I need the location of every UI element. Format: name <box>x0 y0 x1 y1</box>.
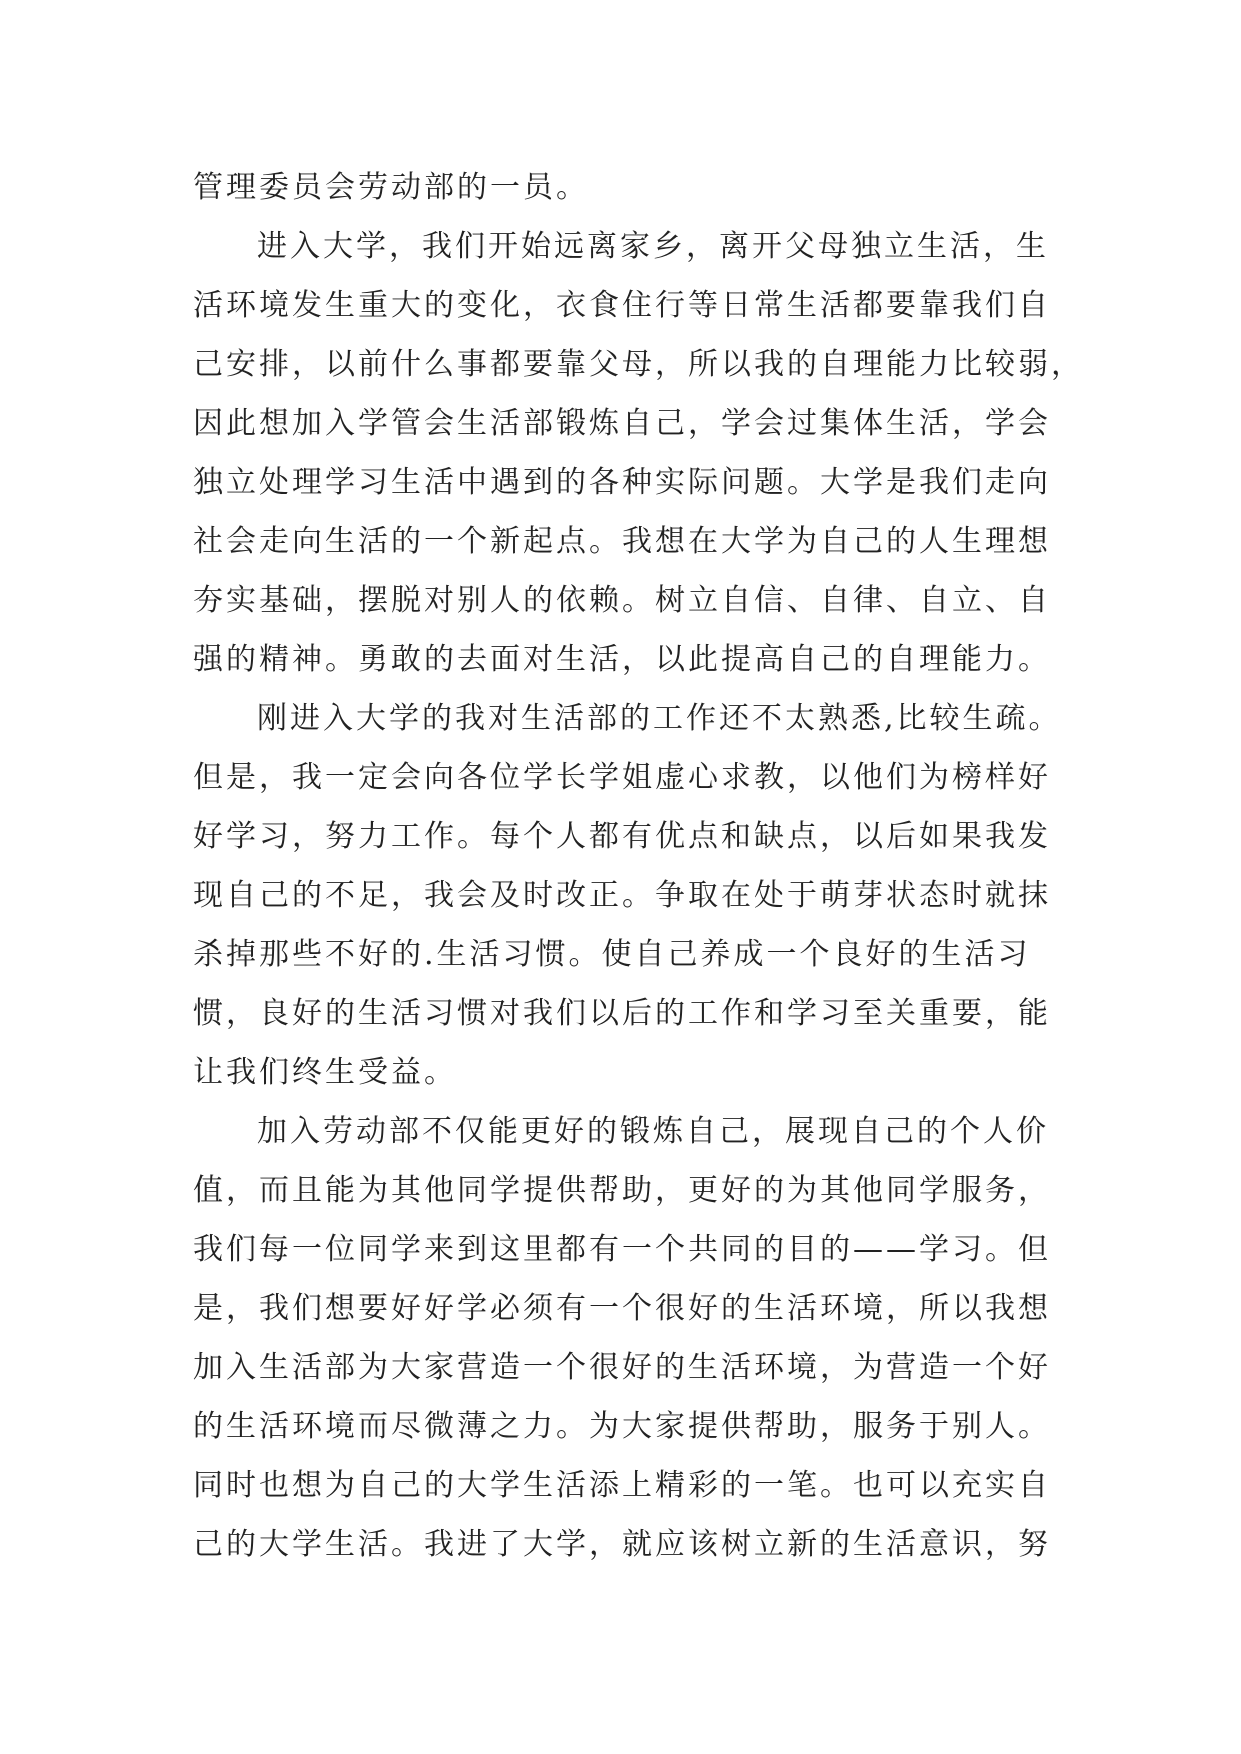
text-line: 好学习，努力工作。每个人都有优点和缺点，以后如果我发 <box>193 819 1051 854</box>
text-line: 管理委员会劳动部的一员。 <box>193 170 589 205</box>
text-line: 活环境发生重大的变化，衣食住行等日常生活都要靠我们自 <box>193 288 1051 323</box>
text-line: 杀掉那些不好的.生活习惯。使自己养成一个良好的生活习 <box>193 937 1031 972</box>
text-line: 社会走向生活的一个新起点。我想在大学为自己的人生理想 <box>193 524 1051 559</box>
text-line: 是，我们想要好好学必须有一个很好的生活环境，所以我想 <box>193 1291 1051 1326</box>
text-line: 让我们终生受益。 <box>193 1055 457 1090</box>
text-line: 强的精神。勇敢的去面对生活，以此提高自己的自理能力。 <box>193 642 1051 677</box>
text-line: 己安排，以前什么事都要靠父母，所以我的自理能力比较弱， <box>193 347 1084 382</box>
text-line: 我们每一位同学来到这里都有一个共同的目的——学习。但 <box>193 1232 1051 1267</box>
document-body <box>193 158 1084 1574</box>
text-line: 独立处理学习生活中遇到的各种实际问题。大学是我们走向 <box>193 465 1051 500</box>
paragraph-first-line: 加入劳动部不仅能更好的锻炼自己，展现自己的个人价 <box>257 1114 1049 1149</box>
text-line: 现自己的不足，我会及时改正。争取在处于萌芽状态时就抹 <box>193 878 1051 913</box>
paragraph-first-line: 刚进入大学的我对生活部的工作还不太熟悉,比较生疏。 <box>257 701 1062 736</box>
text-line: 己的大学生活。我进了大学，就应该树立新的生活意识，努 <box>193 1527 1051 1562</box>
text-line: 因此想加入学管会生活部锻炼自己，学会过集体生活，学会 <box>193 406 1051 441</box>
text-line: 但是，我一定会向各位学长学姐虚心求教，以他们为榜样好 <box>193 760 1051 795</box>
text-line: 值，而且能为其他同学提供帮助，更好的为其他同学服务， <box>193 1173 1051 1208</box>
paragraph-first-line: 进入大学，我们开始远离家乡，离开父母独立生活，生 <box>257 229 1049 264</box>
text-line: 的生活环境而尽微薄之力。为大家提供帮助，服务于别人。 <box>193 1409 1051 1444</box>
text-line: 加入生活部为大家营造一个很好的生活环境，为营造一个好 <box>193 1350 1051 1385</box>
text-line: 夯实基础，摆脱对别人的依赖。树立自信、自律、自立、自 <box>193 583 1051 618</box>
text-line: 同时也想为自己的大学生活添上精彩的一笔。也可以充实自 <box>193 1468 1051 1503</box>
text-line: 惯，良好的生活习惯对我们以后的工作和学习至关重要，能 <box>193 996 1051 1031</box>
